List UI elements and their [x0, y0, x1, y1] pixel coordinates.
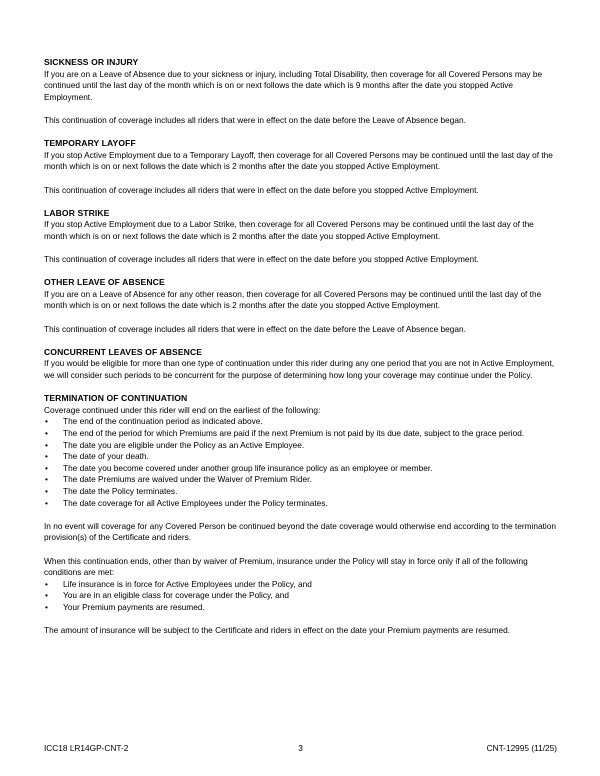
section-paragraph: If you would be eligible for more than one type of continuation under this rider during any one period that you are not in Active Employment, we will consider such periods to be concurrent for the purpose of determining how long your coverage may continue under the Policy.	[44, 358, 555, 381]
list-item-label: The date you become covered under another group life insurance policy as an employee or member.	[63, 462, 433, 473]
section-heading-termination-of-continuation: TERMINATION OF CONTINUATION	[44, 393, 188, 404]
termination-intro: Coverage continued under this rider will end on the earliest of the following:	[44, 404, 321, 415]
section-paragraph: This continuation of coverage includes all riders that were in effect on the date before the Leave of Absence began.	[44, 114, 466, 125]
bullet-icon: •	[45, 578, 48, 589]
paragraph-spacer	[44, 382, 557, 394]
list-item	[44, 498, 557, 510]
section-paragraph: This continuation of coverage includes all riders that were in effect on the date before the Leave of Absence began.	[44, 323, 466, 334]
termination-no-event-paragraph: In no event will coverage for any Covered Person be continued beyond the date coverage would otherwise end according to the termination provision(s) of the Certificate and riders.	[44, 520, 556, 543]
section-heading-other-leave-of-absence: OTHER LEAVE OF ABSENCE	[44, 277, 165, 288]
footer-document-code: CNT-12995 (11/25)	[486, 743, 557, 753]
section-paragraph: This continuation of coverage includes all riders that were in effect on the date before you stopped Active Employment.	[44, 254, 479, 265]
paragraph-spacer	[44, 509, 557, 521]
paragraph-spacer	[44, 614, 557, 626]
list-item	[44, 440, 557, 452]
list-item	[44, 602, 557, 614]
list-item-label: The end of the period for which Premiums are paid if the next Premium is not paid by its due date, subject to the grace period.	[63, 428, 525, 438]
conditions-bullet-list	[44, 579, 557, 614]
paragraph-spacer	[44, 312, 557, 324]
conditions-intro: When this continuation ends, other than by waiver of Premium, insurance under the Policy will stay in force only if all of the following conditions are met:	[44, 555, 528, 578]
list-item-label: The date the Policy terminates.	[63, 485, 178, 496]
page-footer	[44, 742, 557, 756]
paragraph-spacer	[44, 173, 557, 185]
list-item	[44, 451, 557, 463]
bullet-icon: •	[45, 439, 48, 450]
footer-form-number: ICC18 LR14GP-CNT-2	[44, 743, 129, 753]
bullet-icon: •	[45, 485, 48, 496]
list-item-label: The date coverage for all Active Employees under the Policy terminates.	[63, 497, 328, 508]
list-item-label: You are in an eligible class for coverage under the Policy, and	[63, 590, 290, 601]
list-item-label: The end of the continuation period as indicated above.	[63, 416, 263, 427]
list-item	[44, 590, 557, 602]
paragraph-spacer	[44, 266, 557, 278]
list-item	[44, 486, 557, 498]
section-heading-sickness-or-injury: SICKNESS OR INJURY	[44, 57, 139, 67]
bullet-icon: •	[45, 416, 48, 427]
bullet-icon: •	[45, 590, 48, 601]
paragraph-spacer	[44, 544, 557, 556]
list-item	[44, 474, 557, 486]
section-heading-temporary-layoff: TEMPORARY LAYOFF	[44, 138, 136, 149]
section-paragraph: If you stop Active Employment due to a Labor Strike, then coverage for all Covered Persons may be continued until the last day of the month which is on or next follows the date which is 2 months after the date you stopped Active Employment.	[44, 219, 534, 241]
paragraph-spacer	[44, 196, 557, 208]
footer-page-number: 3	[298, 743, 303, 753]
list-item	[44, 428, 557, 440]
section-paragraph: If you stop Active Employment due to a Temporary Layoff, then coverage for all Covered Persons may be continued until the last day of the month which is on or next follows the date which is 2 months after the date you stopped Active Employment.	[44, 149, 553, 172]
paragraph-spacer	[44, 103, 557, 115]
bullet-icon: •	[45, 497, 48, 508]
bullet-icon: •	[45, 451, 48, 462]
list-item	[44, 579, 557, 591]
paragraph-spacer	[44, 243, 557, 255]
termination-bullet-list	[44, 416, 557, 509]
bullet-icon: •	[45, 428, 48, 438]
list-item-label: Life insurance is in force for Active Employees under the Policy, and	[63, 578, 312, 589]
section-paragraph: This continuation of coverage includes all riders that were in effect on the date before you stopped Active Employment.	[44, 184, 479, 195]
paragraph-spacer	[44, 335, 557, 347]
bullet-icon: •	[45, 601, 48, 612]
list-item-label: The date you are eligible under the Policy as an Active Employee.	[63, 439, 305, 450]
section-paragraph: If you are on a Leave of Absence for any other reason, then coverage for all Covered Persons may be continued until the last day of the month which is on or next follows the date which is 2 months after the date you stopped Active Employment.	[44, 288, 542, 311]
section-paragraph: If you are on a Leave of Absence due to your sickness or injury, including Total Disability, then coverage for all Covered Persons may be continued until the last day of the month which is on or next follows the date which is 9 months after the date you stopped Active Employment.	[44, 68, 543, 102]
list-item	[44, 416, 557, 428]
list-item-label: The date Premiums are waived under the Waiver of Premium Rider.	[63, 474, 312, 485]
bullet-icon: •	[45, 462, 48, 473]
section-heading-concurrent-leaves-of-absence: CONCURRENT LEAVES OF ABSENCE	[44, 346, 203, 357]
bullet-icon: •	[45, 474, 48, 485]
list-item-label: Your Premium payments are resumed.	[63, 601, 205, 612]
list-item	[44, 463, 557, 475]
list-item-label: The date of your death.	[63, 451, 149, 462]
closing-paragraph: The amount of insurance will be subject to the Certificate and riders in effect on the date your Premium payments are resumed.	[44, 625, 511, 636]
page-content	[44, 57, 557, 637]
paragraph-spacer	[44, 127, 557, 139]
section-heading-labor-strike: LABOR STRIKE	[44, 207, 110, 218]
